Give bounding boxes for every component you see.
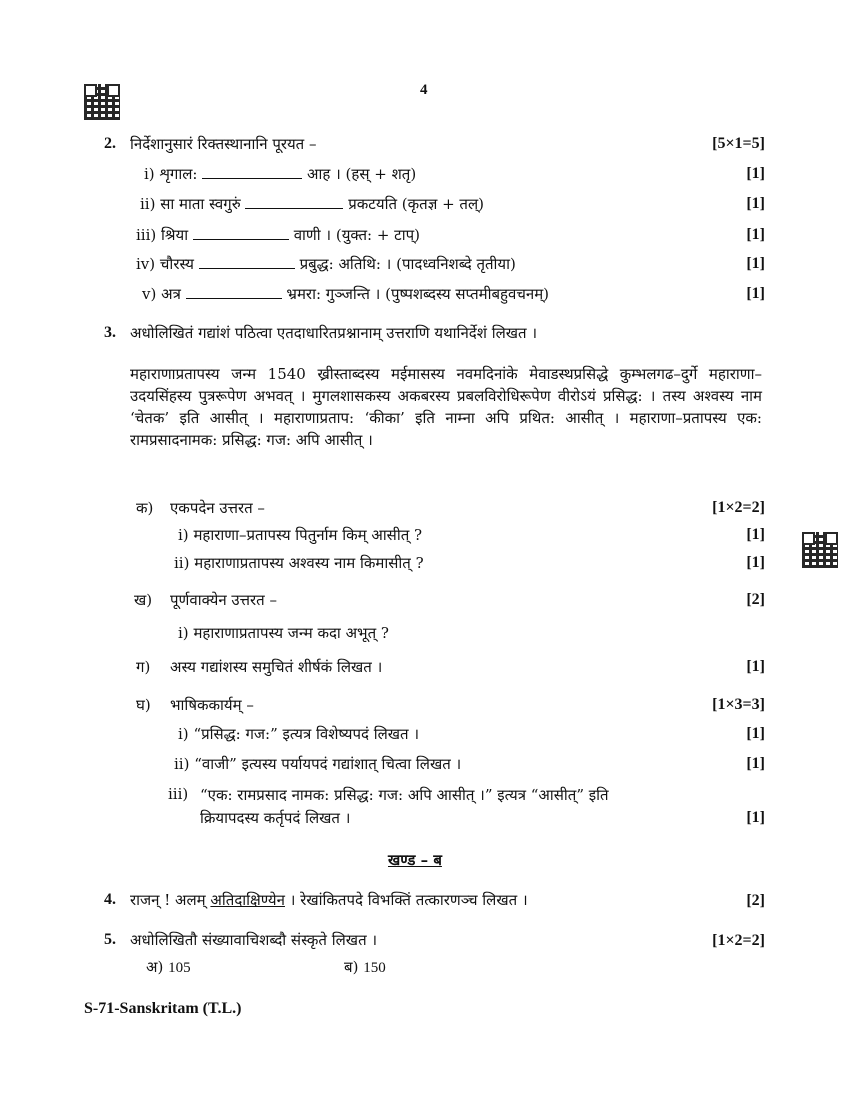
item-label: iii)	[136, 226, 157, 244]
q3-ka-label: क)	[136, 499, 154, 517]
q3-gha-item-3-line1: “एक: रामप्रसाद नामक: प्रसिद्ध: गज: अपि आसीत् ।” इत्यत्र “आसीत्” इति	[200, 786, 609, 804]
item-label: v)	[142, 285, 157, 303]
q3-ga-marks: [1]	[746, 658, 765, 675]
q2-item-3	[136, 225, 420, 245]
item-text: “वाजी” इत्यस्य पर्यायपदं गद्यांशात् चित्वा लिखत ।	[194, 755, 462, 773]
item-before: सा माता स्वगुरुं	[160, 195, 241, 213]
q3-ka-item-1	[178, 525, 422, 545]
blank-line	[193, 238, 289, 240]
q3-ka-instruction: एकपदेन उत्तरत –	[170, 499, 265, 517]
blank-line	[245, 207, 343, 209]
q3-kha-label: ख)	[134, 591, 153, 609]
q2-number: 2.	[104, 135, 116, 152]
item-text: महाराणाप्रतापस्य जन्म कदा अभूत् ?	[193, 624, 389, 642]
q2-marks: [5×1=5]	[712, 135, 765, 152]
q3-kha-marks: [2]	[746, 591, 765, 608]
option-label: ब)	[344, 958, 359, 976]
q4-text	[130, 890, 528, 910]
item-after: वाणी । (युक्त: + टाप्)	[293, 226, 420, 244]
page-number: 4	[420, 82, 428, 98]
qr-code-top-left	[84, 84, 120, 120]
qr-code-right-margin	[802, 532, 838, 568]
q5-number: 5.	[104, 931, 116, 948]
q3-ka-marks: [1×2=2]	[712, 499, 765, 516]
item-before: शृगाल:	[159, 165, 198, 183]
q5-marks: [1×2=2]	[712, 932, 765, 949]
section-b-heading: खण्ड – ब	[388, 851, 442, 869]
q3-kha-item-1	[178, 623, 389, 643]
q3-kha-instruction: पूर्णवाक्येन उत्तरत –	[170, 591, 277, 609]
footer-code: S-71-Sanskritam (T.L.)	[84, 1000, 242, 1017]
item-text: महाराणाप्रतापस्य अश्वस्य नाम किमासीत् ?	[194, 554, 424, 572]
q2-item-5	[142, 284, 549, 304]
item-before: श्रिया	[161, 226, 189, 244]
item-after: प्रकटयति (कृतज्ञ + तल्)	[348, 195, 484, 213]
item-label: ii)	[174, 755, 190, 773]
item-text: महाराणा–प्रतापस्य पितुर्नाम किम् आसीत् ?	[193, 526, 423, 544]
q3-ga-label: ग)	[136, 658, 151, 676]
q4-text-before: राजन् ! अलम्	[130, 891, 206, 909]
item-label: i)	[178, 526, 189, 544]
q3-ka-item-1-marks: [1]	[746, 526, 765, 543]
q5-instruction: अधोलिखितौ संख्यावाचिशब्दौ संस्कृते लिखत ।	[130, 931, 378, 949]
q3-gha-item-2-marks: [1]	[746, 755, 765, 772]
q5-option-b	[344, 957, 386, 977]
item-before: चौरस्य	[159, 255, 194, 273]
q4-text-after: । रेखांकितपदे विभक्तिं तत्कारणञ्च लिखत ।	[289, 891, 528, 909]
q3-gha-item-3-line2: क्रियापदस्य कर्तृपदं लिखत ।	[200, 809, 351, 827]
q4-number: 4.	[104, 891, 116, 908]
q3-gha-item-3-marks: [1]	[746, 809, 765, 826]
option-value: 150	[363, 960, 386, 976]
item-label: i)	[144, 165, 155, 183]
q3-ka-item-2-marks: [1]	[746, 554, 765, 571]
blank-line	[202, 177, 302, 179]
q3-gha-item-2	[174, 754, 461, 774]
item-after: प्रबुद्ध: अतिथि: । (पादध्वनिशब्दे तृतीया)	[299, 255, 516, 273]
item-label: iv)	[136, 255, 156, 273]
item-label: i)	[178, 624, 189, 642]
item-text: “प्रसिद्ध: गज:” इत्यत्र विशेष्यपदं लिखत ।	[193, 725, 420, 743]
q2-item-2-marks: [1]	[746, 195, 765, 212]
q2-instruction: निर्देशानुसारं रिक्तस्थानानि पूरयत –	[130, 135, 317, 153]
q3-gha-item-3-label: iii)	[168, 785, 189, 803]
q3-instruction: अधोलिखितं गद्यांशं पठित्वा एतदाधारितप्रश्नानाम् उत्तराणि यथानिर्देशं लिखत ।	[130, 324, 538, 342]
q5-option-a	[146, 957, 191, 977]
q2-item-2	[140, 194, 484, 214]
blank-line	[199, 267, 295, 269]
q3-passage: महाराणाप्रतापस्य जन्म 1540 ख्रीस्ताब्दस्य मईमासस्य नवमदिनांके मेवाडस्थप्रसिद्धे कुम्भलगढ–दुर्गे महाराणा–उदयसिंहस्य पुत्ररूपेण अभवत् । मुगलशासकस्य अकबरस्य प्रबलविरोधिरूपेण वीरोऽयं प्रसिद्ध: । तस्य अश्वस्य नाम ‘चेतक’ इति आसीत् । महाराणाप्रताप: ‘कीका’ इति नाम्ना अपि प्रथित: आसीत् । महाराणा–प्रतापस्य एक: रामप्रसादनामक: प्रसिद्ध: गज: अपि आसीत् ।	[130, 365, 762, 449]
q3-ga-instruction: अस्य गद्यांशस्य समुचितं शीर्षकं लिखत ।	[170, 658, 383, 676]
q2-item-3-marks: [1]	[746, 226, 765, 243]
q3-gha-marks: [1×3=3]	[712, 696, 765, 713]
q2-item-5-marks: [1]	[746, 285, 765, 302]
q3-gha-item-1-marks: [1]	[746, 725, 765, 742]
item-before: अत्र	[161, 285, 181, 303]
item-after: भ्रमरा: गुञ्जन्ति । (पुष्पशब्दस्य सप्तमीबहुवचनम्)	[286, 285, 550, 303]
option-label: अ)	[146, 958, 164, 976]
option-value: 105	[168, 960, 191, 976]
item-label: ii)	[140, 195, 156, 213]
item-after: आह । (हस् + शतृ)	[307, 165, 417, 183]
q4-marks: [2]	[746, 892, 765, 909]
q2-item-1	[144, 164, 416, 184]
q4-underlined-word: अतिदाक्षिण्येन	[210, 891, 285, 909]
q3-ka-item-2	[174, 553, 424, 573]
blank-line	[186, 297, 282, 299]
q3-gha-instruction: भाषिककार्यम् –	[170, 696, 254, 714]
q2-item-1-marks: [1]	[746, 165, 765, 182]
q2-item-4	[136, 254, 516, 274]
q3-gha-item-1	[178, 724, 419, 744]
item-label: i)	[178, 725, 189, 743]
q2-item-4-marks: [1]	[746, 255, 765, 272]
item-label: ii)	[174, 554, 190, 572]
q3-gha-label: घ)	[136, 696, 151, 714]
q3-number: 3.	[104, 324, 116, 341]
